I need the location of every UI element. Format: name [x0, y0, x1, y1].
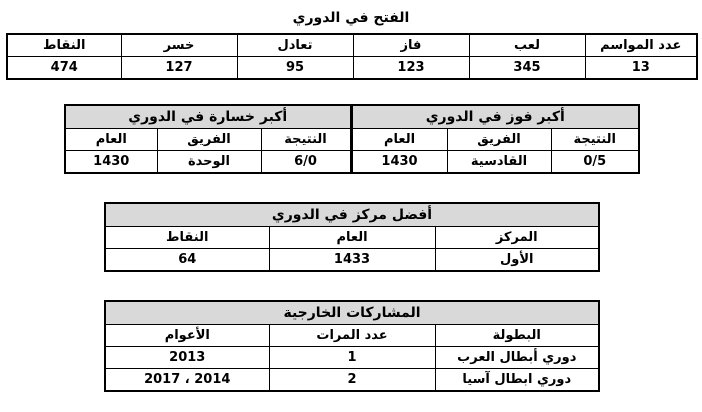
- value-draw: 95: [237, 57, 353, 80]
- value-won: 123: [353, 57, 469, 80]
- best-title-row: [105, 203, 599, 227]
- win-header-result: النتيجة: [551, 129, 639, 151]
- biggest-loss-title: أكبر خسارة في الدوري: [65, 105, 351, 129]
- best-rank: الأول: [435, 249, 599, 272]
- loss-year: 1430: [65, 151, 157, 174]
- value-points: 474: [7, 57, 121, 80]
- header-points: النقاط: [7, 34, 121, 57]
- biggest-win-title: أكبر فوز في الدوري: [351, 105, 639, 129]
- best-header-year: العام: [269, 227, 435, 249]
- external-header-row: [105, 325, 599, 347]
- biggest-win-loss-table: [64, 104, 640, 174]
- biggest-title-row: [65, 105, 639, 129]
- external-count: 2: [269, 369, 435, 392]
- header-seasons: عدد المواسم: [585, 34, 697, 57]
- win-team: القادسية: [447, 151, 551, 174]
- loss-header-result: النتيجة: [261, 129, 351, 151]
- header-won: فاز: [353, 34, 469, 57]
- best-position-title: أفضل مركز في الدوري: [105, 203, 599, 227]
- external-years: 2014 ، 2017: [105, 369, 269, 392]
- external-header-tournament: البطولة: [435, 325, 599, 347]
- best-position-table: [104, 202, 600, 272]
- header-lost: خسر: [121, 34, 237, 57]
- biggest-header-row: [65, 129, 639, 151]
- value-played: 345: [469, 57, 585, 80]
- header-played: لعب: [469, 34, 585, 57]
- external-tournament: دوري أبطال العرب: [435, 347, 599, 369]
- league-record-table: [6, 33, 698, 80]
- external-header-count: عدد المرات: [269, 325, 435, 347]
- value-seasons: 13: [585, 57, 697, 80]
- external-title-row: [105, 301, 599, 325]
- win-year: 1430: [351, 151, 447, 174]
- best-header-rank: المركز: [435, 227, 599, 249]
- record-header-row: [7, 34, 697, 57]
- value-lost: 127: [121, 57, 237, 80]
- best-value-row: [105, 249, 599, 272]
- win-header-team: الفريق: [447, 129, 551, 151]
- win-header-year: العام: [351, 129, 447, 151]
- biggest-value-row: [65, 151, 639, 174]
- record-title: الفتح في الدوري: [292, 10, 410, 26]
- table-row: [105, 347, 599, 369]
- win-result: 0/5: [551, 151, 639, 174]
- record-value-row: [7, 57, 697, 80]
- best-header-row: [105, 227, 599, 249]
- best-points: 64: [105, 249, 269, 272]
- best-header-points: النقاط: [105, 227, 269, 249]
- external-participations-table: [104, 300, 600, 392]
- external-tournament: دوري ابطال آسيا: [435, 369, 599, 392]
- table-row: [105, 369, 599, 392]
- loss-header-team: الفريق: [157, 129, 261, 151]
- external-header-years: الأعوام: [105, 325, 269, 347]
- external-years: 2013: [105, 347, 269, 369]
- header-draw: تعادل: [237, 34, 353, 57]
- best-year: 1433: [269, 249, 435, 272]
- external-count: 1: [269, 347, 435, 369]
- loss-header-year: العام: [65, 129, 157, 151]
- loss-team: الوحدة: [157, 151, 261, 174]
- external-title: المشاركات الخارجية: [105, 301, 599, 325]
- loss-result: 6/0: [261, 151, 351, 174]
